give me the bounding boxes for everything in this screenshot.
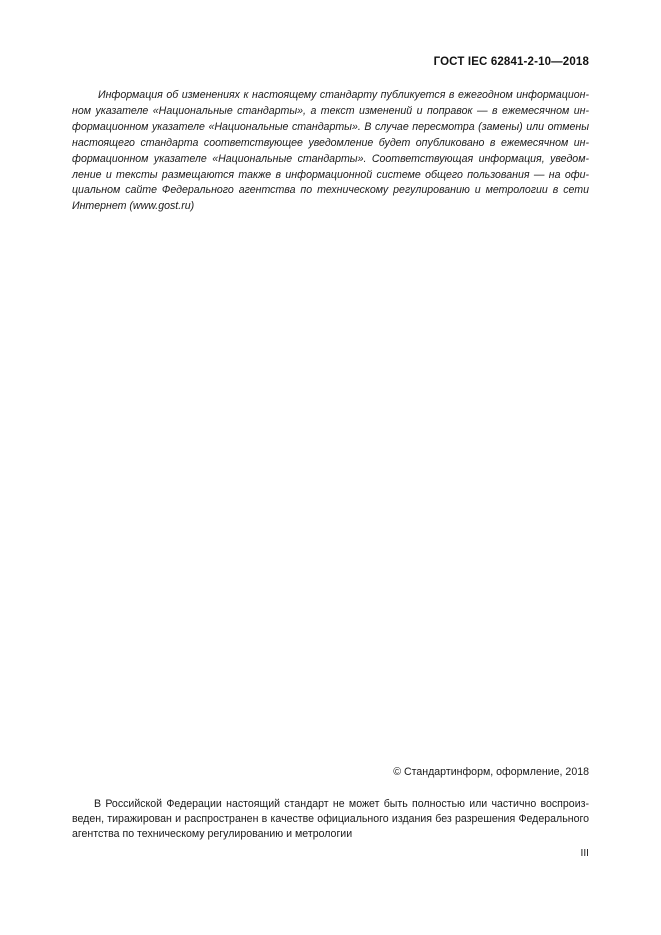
notice-line: ление и тексты размещаются также в информационной системе общего пользования — на офи- (72, 168, 589, 181)
amendments-notice-block (72, 88, 589, 215)
notice-line: формационном указателе «Национальные стандарты». Соответствующая информация, уведом- (72, 152, 589, 165)
copyright-line: © Стандартинформ, оформление, 2018 (393, 766, 589, 778)
notice-line-website: Интернет (www.gost.ru) (72, 200, 195, 213)
notice-line: Информация об изменениях к настоящему стандарту публикуется в ежегодном информацион- (98, 89, 589, 101)
running-header-standard-number: ГОСТ IEC 62841-2-10—2018 (433, 56, 589, 68)
notice-line: настоящего стандарта соответствующее уведомление будет опубликовано в ежемесячном ин- (72, 136, 589, 149)
notice-line: ном указателе «Национальные стандарты», а текст изменений и поправок — в ежемесячном ин- (72, 104, 589, 117)
disclaimer-line: В Российской Федерации настоящий стандарт не может быть полностью или частично воспроиз- (94, 798, 589, 810)
disclaimer-line: веден, тиражирован и распространен в качестве официального издания без разрешения Федерального (72, 813, 589, 826)
page-number: III (580, 848, 589, 859)
reproduction-disclaimer-block (72, 797, 589, 843)
notice-line: циальном сайте Федерального агентства по техническому регулированию и метрологии в сети (72, 184, 589, 197)
notice-line: формационном указателе «Национальные стандарты». В случае пересмотра (замены) или отмены (72, 120, 589, 133)
disclaimer-line: агентства по техническому регулированию и метрологии (72, 828, 353, 841)
